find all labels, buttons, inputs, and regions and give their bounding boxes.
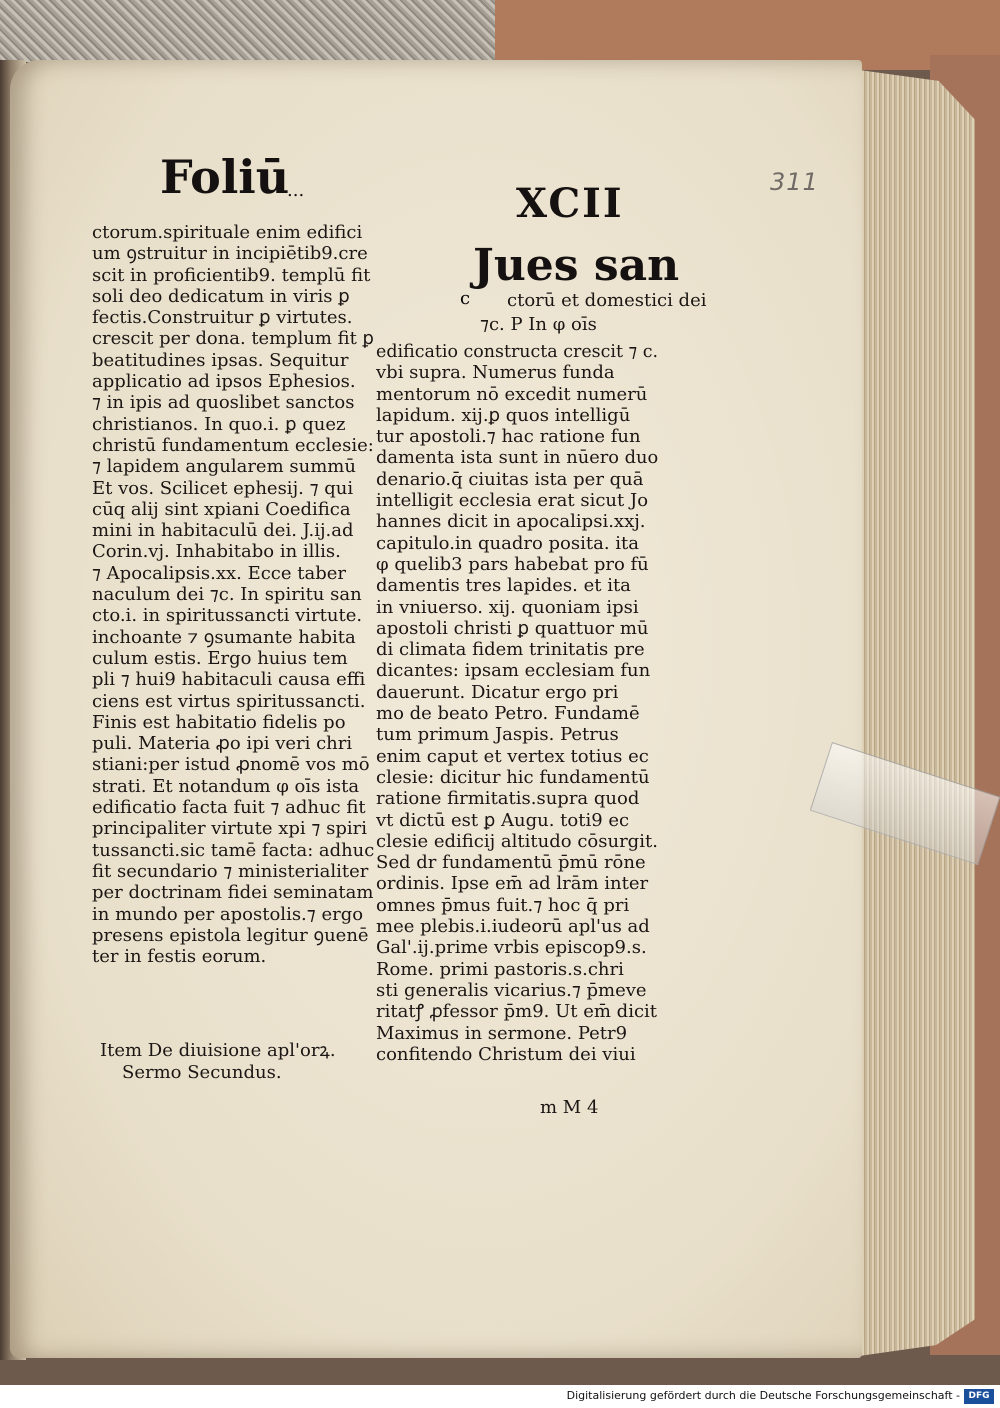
text-line: strati. Et notandum φ oīs ista	[92, 775, 360, 797]
text-line: inchoante ⁊ ꝯsumante habita	[92, 626, 356, 648]
text-line: tur apostoli.⁊ hac ratione fun	[376, 426, 641, 448]
page-edges	[845, 68, 975, 1358]
folio-number: XCII	[516, 180, 624, 227]
text-line: di climata fidem trinitatis pre	[376, 639, 645, 661]
footer-bar	[0, 1385, 1000, 1408]
text-line: damenta ista sunt in nūero duo	[376, 447, 659, 469]
text-line: in mundo per apostolis.⁊ ergo	[92, 903, 364, 925]
text-line: ciens est virtus spiritussancti.	[92, 690, 366, 712]
text-line: capitulo.in quadro posita. ita	[376, 532, 640, 554]
text-line: edificatio facta fuit ⁊ adhuc fit	[92, 797, 366, 819]
text-line: ritatꝭ ꝓfessor p̄m9. Ut em̄ dicit	[376, 1001, 658, 1023]
right-text-column	[376, 341, 658, 1065]
text-line: scit in proficientib9. templū fit	[92, 264, 371, 286]
text-line: clesie: dicitur hic fundamentū	[376, 766, 650, 788]
text-line: vt dictū est ꝑ Augu. toti9 ec	[376, 809, 630, 831]
text-line: ctorū et domestici dei	[507, 290, 707, 311]
text-line: Gal'.ij.prime vrbis episcop9.s.	[376, 937, 647, 959]
text-line: apostoli christi ꝑ quattuor mū	[376, 617, 649, 639]
sermon-title-line: Sermo Secundus.	[122, 1062, 282, 1083]
text-line: Et vos. Scilicet ephesij. ⁊ qui	[92, 477, 354, 499]
text-line: pli ⁊ hui9 habitaculi causa effi	[92, 669, 366, 691]
text-line: Finis est habitatio fidelis po	[92, 711, 346, 733]
text-line: Rome. primi pastoris.s.chri	[376, 958, 624, 980]
text-line: ordinis. Ipse em̄ ad lrām inter	[376, 873, 649, 895]
text-line: Corin.vj. Inhabitabo in illis.	[92, 541, 341, 563]
text-line: ⁊ lapidem angularem summū	[92, 456, 356, 478]
sermon-heading	[100, 1040, 336, 1084]
text-line: applicatio ad ipsos Ephesios.	[92, 371, 356, 393]
text-line: damentis tres lapides. et ita	[376, 575, 631, 597]
text-line: ⁊ in ipis ad quoslibet sanctos	[92, 392, 355, 414]
text-line: stiani:per istud ꝓnomē vos mō	[92, 754, 370, 776]
text-line: sti generalis vicarius.⁊ p̄meve	[376, 979, 647, 1001]
initial-guide-letter: c	[460, 288, 471, 309]
pencil-page-number: 311	[770, 168, 819, 196]
text-line: dauerunt. Dicatur ergo pri	[376, 681, 619, 703]
text-line: ratione firmitatis.supra quod	[376, 788, 640, 810]
text-line: intelligit ecclesia erat sicut Jo	[376, 490, 649, 512]
decorated-initial-word: Jues san	[473, 240, 680, 291]
text-line: omnes p̄mus fuit.⁊ hoc q̄ pri	[376, 894, 630, 916]
text-line: mo de beato Petro. Fundamē	[376, 703, 640, 725]
text-line: soli deo dedicatum in viris ꝑ	[92, 285, 350, 307]
text-line: um ꝯstruitur in incipiētib9.cre	[92, 243, 368, 265]
text-line: ctorum.spirituale enim edifici	[92, 222, 363, 243]
text-line: in vniuerso. xij. quoniam ipsi	[376, 596, 639, 618]
text-line: denario.q̄ ciuitas ista per quā	[376, 468, 644, 490]
text-line: crescit per dona. templum fit ꝑ	[92, 328, 374, 350]
text-line: principaliter virtute xpi ⁊ spiri	[92, 818, 367, 840]
text-line: edificatio constructa crescit ⁊ c.	[376, 341, 659, 362]
left-text-column	[92, 222, 374, 967]
text-line: tussancti.sic tamē facta: adhuc	[92, 839, 375, 861]
text-line: Maximus in sermone. Petr9	[376, 1022, 628, 1044]
text-line: christū fundamentum ecclesie:	[92, 434, 374, 456]
text-line: hannes dicit in apocalipsi.xxj.	[376, 511, 646, 533]
text-line: clesie edificij altitudo cōsurgit.	[376, 830, 658, 852]
text-line: culum estis. Ergo huius tem	[92, 647, 348, 669]
heading-dots: ...	[287, 180, 305, 201]
text-line: tum primum Jaspis. Petrus	[376, 724, 619, 746]
text-line: ter in festis eorum.	[92, 946, 267, 968]
text-line: puli. Materia ꝓo ipi veri chri	[92, 733, 353, 755]
signature-mark: m M 4	[540, 1097, 599, 1118]
text-line: per doctrinam fidei seminatam	[92, 882, 374, 904]
text-line: confitendo Christum dei viui	[376, 1043, 636, 1065]
text-line: christianos. In quo.i. ꝑ quez	[92, 413, 346, 435]
text-line: vbi supra. Numerus funda	[376, 362, 615, 384]
text-line: dicantes: ipsam ecclesiam fun	[376, 660, 651, 682]
sermon-title-line: Item De diuisione apl'orꝝ.	[100, 1040, 336, 1061]
text-line: mentorum nō excedit numerū	[376, 383, 648, 405]
text-line: mini in habitaculū dei. J.ij.ad	[92, 520, 354, 542]
text-line: fectis.Construitur ꝑ virtutes.	[92, 307, 353, 329]
text-line: ⁊ Apocalipsis.xx. Ecce taber	[92, 562, 346, 584]
book-cloth-cover	[0, 0, 500, 62]
text-line: cto.i. in spiritussancti virtute.	[92, 605, 363, 627]
text-line: mee plebis.i.iudeorū apl'us ad	[376, 916, 650, 938]
text-line: φ quelib3 pars habebat pro fū	[376, 553, 649, 575]
funding-notice: Digitalisierung gefördert durch die Deutsche Forschungsgemeinschaft -	[566, 1389, 960, 1402]
text-line: naculum dei ⁊c. In spiritu san	[92, 584, 362, 606]
text-line: Sed dr fundamentū p̄mū rōne	[376, 852, 646, 874]
text-line: fit secundario ⁊ ministerialiter	[92, 860, 369, 882]
text-line: cūq alij sint xpiani Coedifica	[92, 498, 351, 520]
running-heading-folium: Foliū	[160, 150, 290, 204]
text-line: beatitudines ipsas. Sequitur	[92, 349, 349, 371]
text-line: enim caput et vertex totius ec	[376, 745, 649, 767]
text-line: ⁊c. P In φ oīs	[480, 314, 597, 335]
dfg-logo: DFG	[964, 1389, 994, 1404]
text-line: presens epistola legitur ꝯuenē	[92, 924, 369, 946]
text-line: lapidum. xij.ꝑ quos intelligū	[376, 404, 631, 426]
